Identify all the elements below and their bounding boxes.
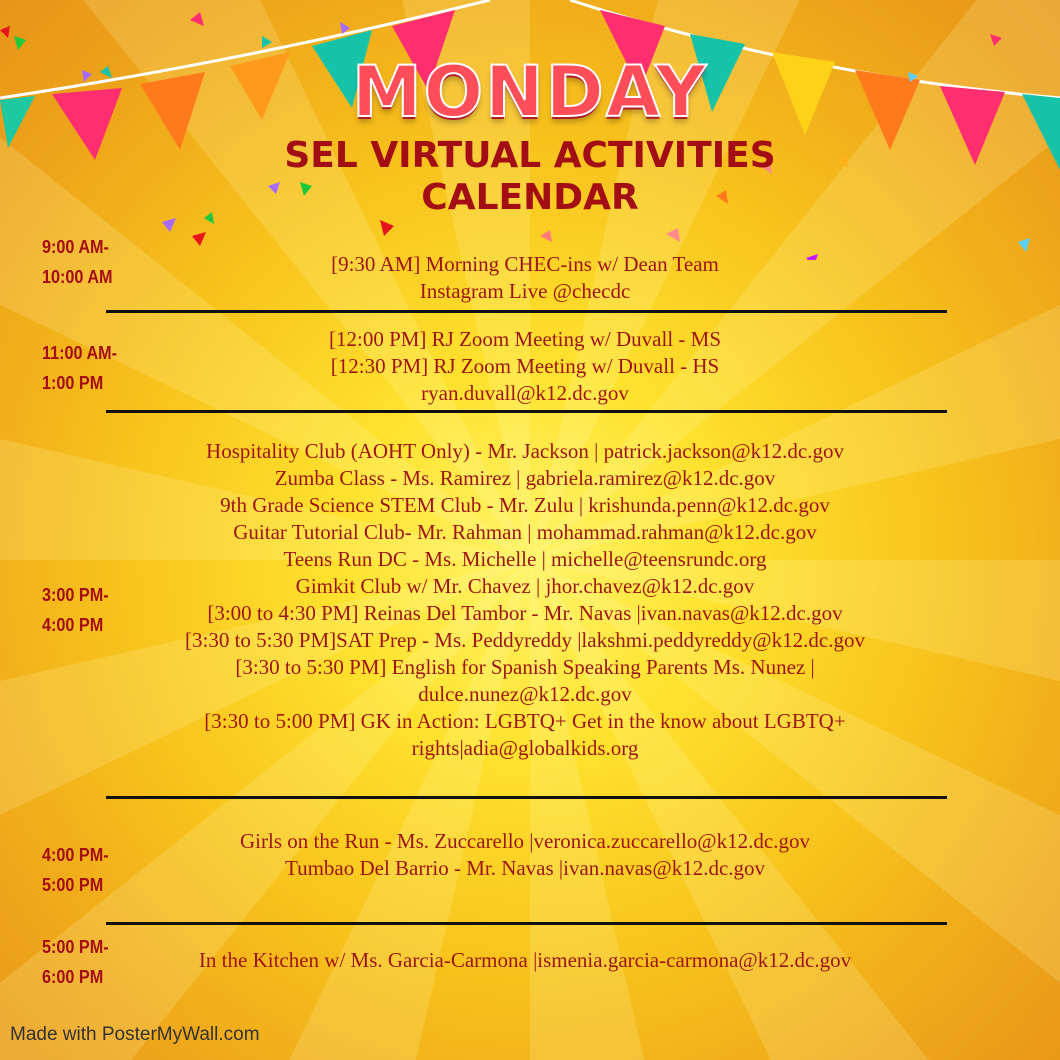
activity-block	[100, 828, 950, 882]
time-start: 9:00 AM-	[42, 237, 109, 257]
activity-line: Guitar Tutorial Club- Mr. Rahman | mohammad.rahman@k12.dc.gov	[233, 520, 817, 544]
section-divider	[106, 310, 947, 313]
activity-line: Teens Run DC - Ms. Michelle | michelle@teensrundc.org	[283, 547, 767, 571]
activity-line: Girls on the Run - Ms. Zuccarello |veronica.zuccarello@k12.dc.gov	[240, 829, 810, 853]
section-divider	[106, 410, 947, 413]
time-start: 11:00 AM-	[42, 343, 118, 363]
activity-line: [3:30 to 5:00 PM] GK in Action: LGBTQ+ Get in the know about LGBTQ+	[204, 709, 846, 733]
activity-line: [3:00 to 4:30 PM] Reinas Del Tambor - Mr. Navas |ivan.navas@k12.dc.gov	[207, 601, 843, 625]
time-end: 10:00 AM	[42, 267, 113, 287]
activity-line: Hospitality Club (AOHT Only) - Mr. Jackson | patrick.jackson@k12.dc.gov	[206, 439, 844, 463]
activity-line: [3:30 to 5:30 PM] English for Spanish Speaking Parents Ms. Nunez |	[235, 655, 815, 679]
time-end: 1:00 PM	[42, 373, 104, 393]
time-end: 6:00 PM	[42, 967, 104, 987]
activity-line: [3:30 to 5:30 PM]SAT Prep - Ms. Peddyreddy |lakshmi.peddyreddy@k12.dc.gov	[185, 628, 865, 652]
activity-line: [12:00 PM] RJ Zoom Meeting w/ Duvall - MS	[329, 327, 721, 351]
activity-line: Instagram Live @checdc	[419, 279, 631, 303]
activity-line: [12:30 PM] RJ Zoom Meeting w/ Duvall - HS	[330, 354, 720, 378]
time-start: 4:00 PM-	[42, 845, 109, 865]
activity-line: rights|adia@globalkids.org	[411, 736, 639, 760]
activity-block	[100, 438, 950, 762]
time-end: 5:00 PM	[42, 875, 104, 895]
time-slot-label	[42, 932, 109, 992]
time-end: 4:00 PM	[42, 615, 104, 635]
time-start: 5:00 PM-	[42, 937, 109, 957]
activity-line: Tumbao Del Barrio - Mr. Navas |ivan.navas@k12.dc.gov	[284, 856, 766, 880]
time-start: 3:00 PM-	[42, 585, 109, 605]
activity-line: Zumba Class - Ms. Ramirez | gabriela.ramirez@k12.dc.gov	[274, 466, 776, 490]
section-divider	[106, 796, 947, 799]
activity-line: ryan.duvall@k12.dc.gov	[421, 381, 629, 405]
calendar-subtitle-line2: CALENDAR	[421, 177, 639, 218]
activity-line: 9th Grade Science STEM Club - Mr. Zulu | krishunda.penn@k12.dc.gov	[220, 493, 830, 517]
activity-block	[100, 326, 950, 407]
day-title: MONDAY	[351, 51, 709, 133]
time-slot-label	[42, 840, 109, 900]
poster-credit: Made with PosterMyWall.com	[10, 1024, 260, 1045]
activity-line: In the Kitchen w/ Ms. Garcia-Carmona |ismenia.garcia-carmona@k12.dc.gov	[198, 948, 852, 972]
activity-block	[100, 251, 950, 305]
activity-line: dulce.nunez@k12.dc.gov	[418, 682, 632, 706]
calendar-subtitle-line1: SEL VIRTUAL ACTIVITIES	[284, 135, 776, 176]
section-divider	[106, 922, 947, 925]
activity-line: [9:30 AM] Morning CHEC-ins w/ Dean Team	[331, 252, 719, 276]
activity-line: Gimkit Club w/ Mr. Chavez | jhor.chavez@k12.dc.gov	[295, 574, 755, 598]
time-slot-label	[42, 580, 109, 640]
activity-block	[100, 947, 950, 974]
